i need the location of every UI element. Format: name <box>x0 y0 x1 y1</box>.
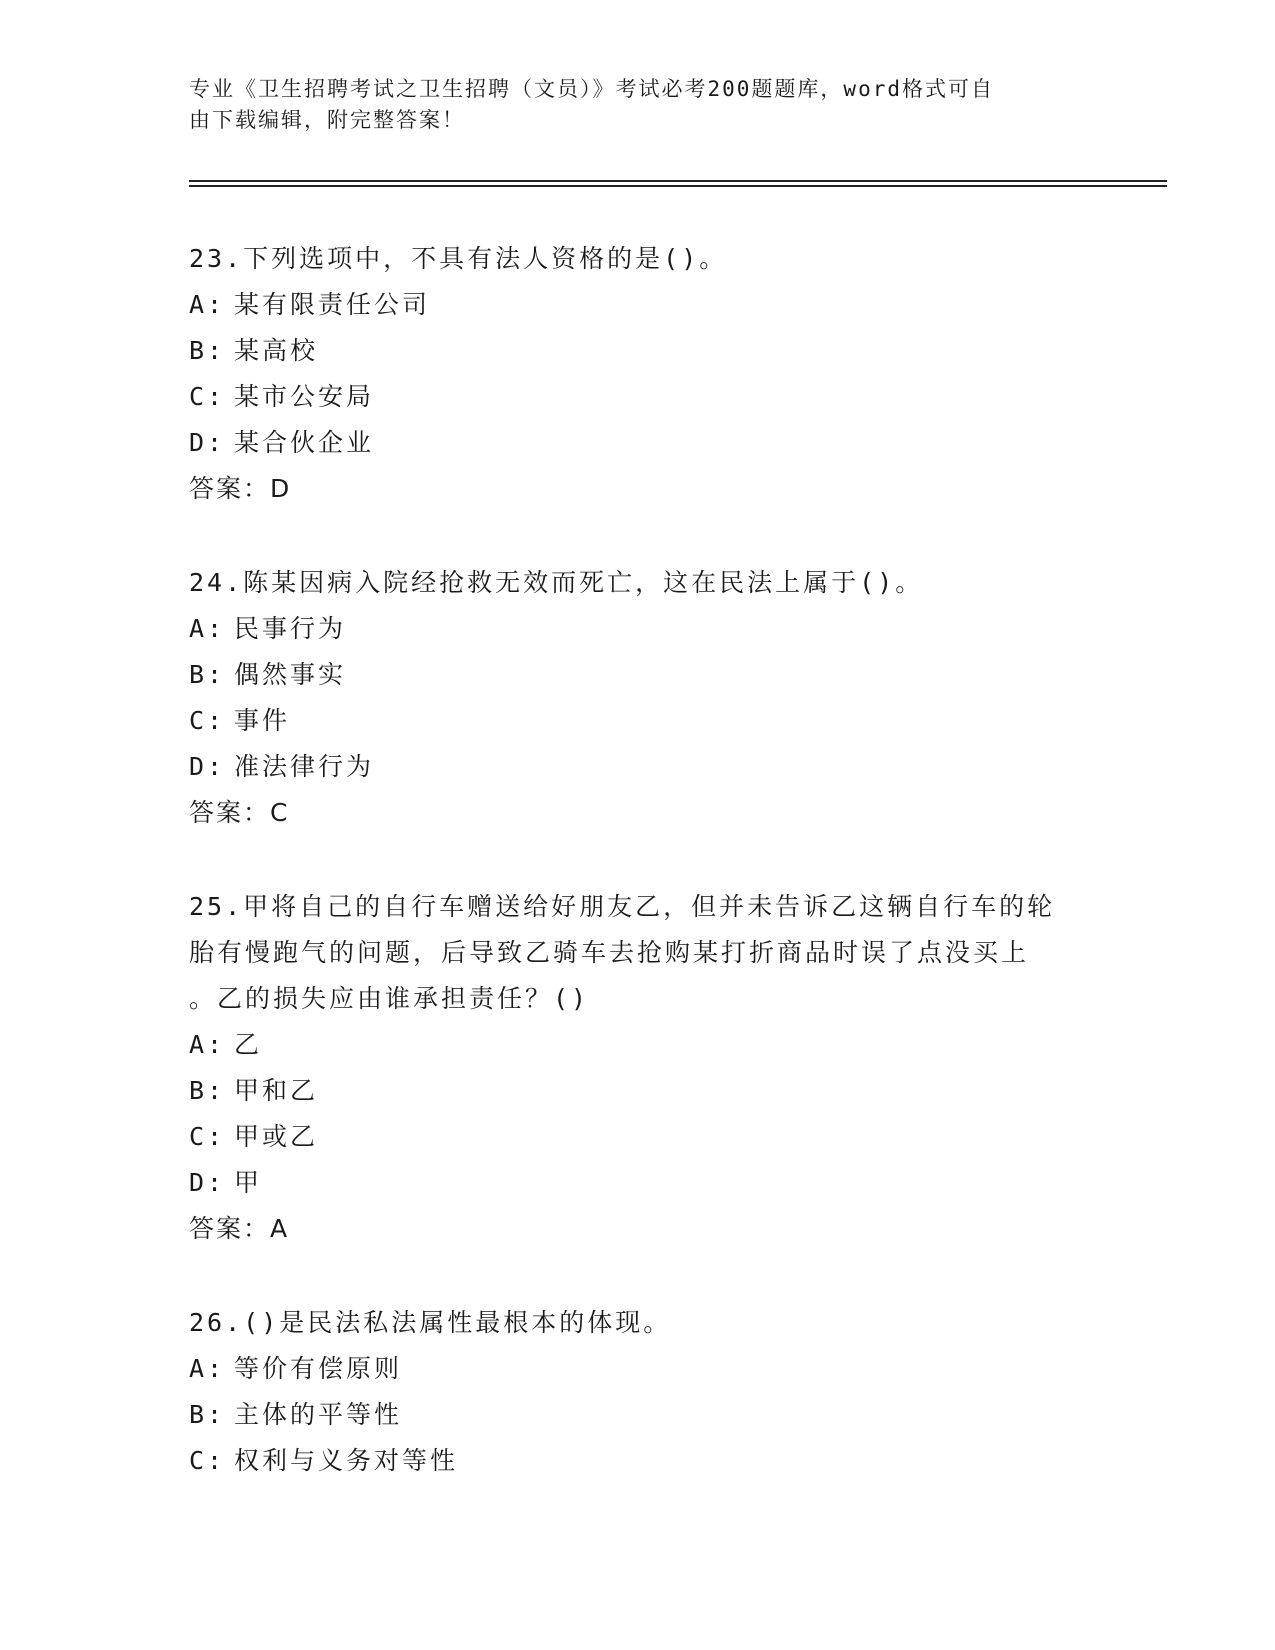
option-letter: D: <box>189 1168 226 1197</box>
header-line-2: 由下载编辑，附完整答案！ <box>189 108 465 132</box>
option-text: 主体的平等性 <box>234 1400 403 1429</box>
option-letter: C: <box>189 382 226 411</box>
option-letter: C: <box>189 706 226 735</box>
option-text: 等价有偿原则 <box>234 1354 403 1383</box>
option-a <box>189 1346 1089 1392</box>
option-text: 某高校 <box>234 336 319 365</box>
document-header <box>189 74 1089 136</box>
option-letter: C: <box>189 1446 226 1475</box>
option-letter: B: <box>189 1076 226 1105</box>
option-letter: D: <box>189 428 226 457</box>
option-letter: A: <box>189 1030 226 1059</box>
option-a <box>189 282 1089 328</box>
option-d <box>189 1160 1089 1206</box>
question-text: 23.下列选项中，不具有法人资格的是()。 <box>189 244 728 273</box>
option-text: 甲或乙 <box>234 1122 319 1151</box>
question-25 <box>189 884 1089 1252</box>
option-text: 民事行为 <box>234 614 347 643</box>
option-text: 某有限责任公司 <box>234 290 431 319</box>
option-c <box>189 374 1089 420</box>
option-letter: B: <box>189 1400 226 1429</box>
question-text: 26.()是民法私法属性最根本的体现。 <box>189 1308 672 1337</box>
option-text: 权利与义务对等性 <box>234 1446 459 1475</box>
question-list <box>189 236 1089 1532</box>
option-letter: A: <box>189 1354 226 1383</box>
question-text-line-2: 胎有慢跑气的问题，后导致乙骑车去抢购某打折商品时误了点没买上 <box>189 938 1030 967</box>
option-d <box>189 744 1089 790</box>
option-d <box>189 420 1089 466</box>
header-divider-bottom <box>189 185 1167 187</box>
option-letter: B: <box>189 660 226 689</box>
question-26 <box>189 1300 1089 1484</box>
option-text: 偶然事实 <box>234 660 347 689</box>
answer: 答案：C <box>189 798 290 827</box>
option-a <box>189 606 1089 652</box>
option-c <box>189 1438 1089 1484</box>
option-text: 准法律行为 <box>234 752 375 781</box>
option-c <box>189 1114 1089 1160</box>
option-b <box>189 1392 1089 1438</box>
option-letter: C: <box>189 1122 226 1151</box>
option-c <box>189 698 1089 744</box>
header-line-1: 专业《卫生招聘考试之卫生招聘（文员）》考试必考200题题库，word格式可自 <box>189 77 994 101</box>
option-letter: B: <box>189 336 226 365</box>
question-text-line-3: 。乙的损失应由谁承担责任？() <box>189 984 590 1013</box>
question-23 <box>189 236 1089 512</box>
option-b <box>189 328 1089 374</box>
answer: 答案：D <box>189 474 292 503</box>
option-letter: A: <box>189 614 226 643</box>
option-letter: A: <box>189 290 226 319</box>
option-text: 事件 <box>234 706 291 735</box>
option-b <box>189 1068 1089 1114</box>
option-text: 乙 <box>234 1030 263 1059</box>
option-a <box>189 1022 1089 1068</box>
option-text: 甲 <box>234 1168 263 1197</box>
answer: 答案：A <box>189 1214 290 1243</box>
question-text-line-1: 25.甲将自己的自行车赠送给好朋友乙，但并未告诉乙这辆自行车的轮 <box>189 892 1056 921</box>
question-24 <box>189 560 1089 836</box>
option-b <box>189 652 1089 698</box>
option-letter: D: <box>189 752 226 781</box>
header-divider-top <box>189 180 1167 182</box>
option-text: 某市公安局 <box>234 382 375 411</box>
option-text: 某合伙企业 <box>234 428 375 457</box>
option-text: 甲和乙 <box>234 1076 319 1105</box>
question-text: 24.陈某因病入院经抢救无效而死亡，这在民法上属于()。 <box>189 568 924 597</box>
